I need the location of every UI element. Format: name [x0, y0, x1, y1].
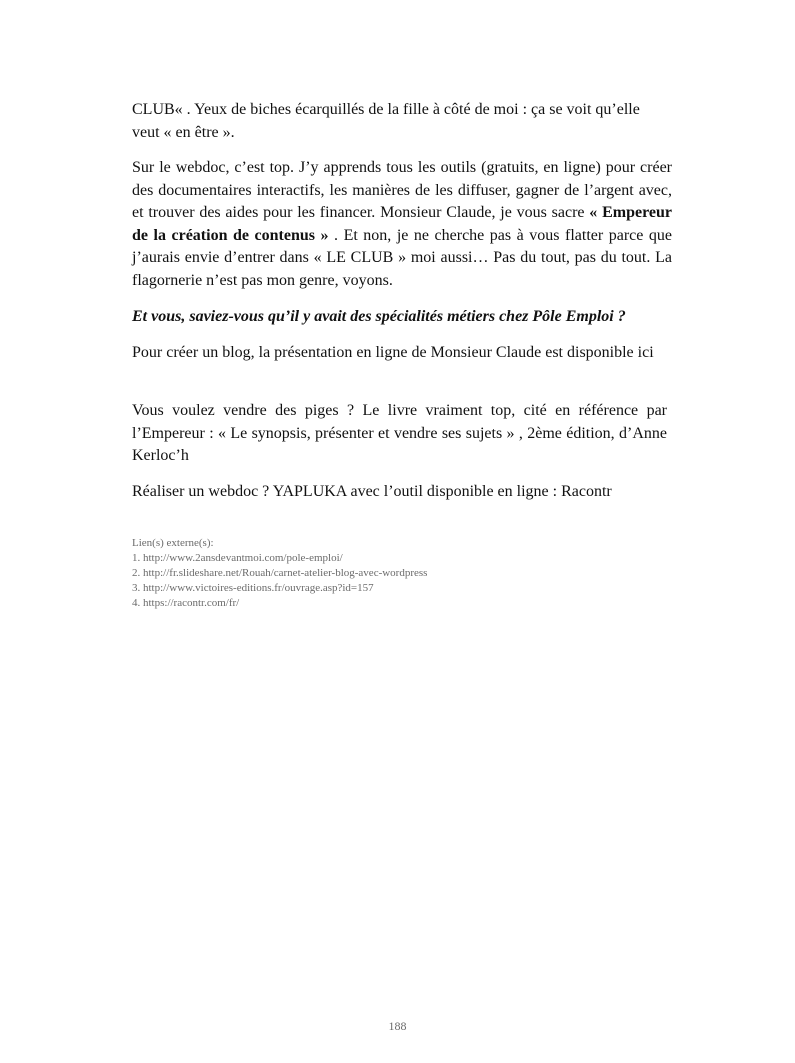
paragraph-2-text-end: . Et non, je ne cherche pas à vous flatter parce que j’aurais envie d’entrer dans « LE CLUB » moi aussi… Pas du tout, pas du tout. La flagornerie n’est pas mon genre, voyons. [132, 226, 673, 289]
external-link-1[interactable]: 1. http://www.2ansdevantmoi.com/pole-emploi/ [132, 552, 343, 564]
question-heading: Et vous, saviez-vous qu’il y avait des spécialités métiers chez Pôle Emploi ? [132, 308, 626, 325]
paragraph-2 [132, 157, 672, 292]
paragraph-2-text: Sur le webdoc, c’est top. J’y apprends tous les outils (gratuits, en ligne) pour créer des documentaires interactifs, les manières de les diffuser, gagner de l’argent avec, et trouver des aides pour les financer. Monsieur Claude, je vous sacre [132, 159, 672, 221]
paragraph-1-line-2: veut « en être ». [132, 123, 235, 141]
external-link-4[interactable]: 4. https://racontr.com/fr/ [132, 597, 240, 609]
external-link-2[interactable]: 2. http://fr.slideshare.net/Rouah/carnet-atelier-blog-avec-wordpress [132, 567, 428, 579]
paragraph-5: Réaliser un webdoc ? YAPLUKA avec l’outil disponible en ligne : Racontr [132, 483, 612, 500]
paragraph-4: Vous voulez vendre des piges ? Le livre vraiment top, cité en référence par l’Empereur : « Le synopsis, présenter et vendre ses sujets » , 2ème édition, d’Anne Kerloc’h [132, 402, 667, 464]
external-links-heading: Lien(s) externe(s): [132, 537, 214, 549]
page-number: 188 [388, 1019, 407, 1033]
external-links [132, 536, 652, 611]
emperor-title: « Empereur de la création de contenus » [132, 204, 672, 244]
paragraph-1-line-1: CLUB« . Yeux de biches écarquillés de la fille à côté de moi : ça se voit qu’elle [132, 101, 640, 118]
external-link-3[interactable]: 3. http://www.victoires-editions.fr/ouvrage.asp?id=157 [132, 582, 374, 594]
paragraph-1 [132, 99, 672, 144]
paragraph-3: Pour créer un blog, la présentation en ligne de Monsieur Claude est disponible ici [132, 344, 654, 361]
